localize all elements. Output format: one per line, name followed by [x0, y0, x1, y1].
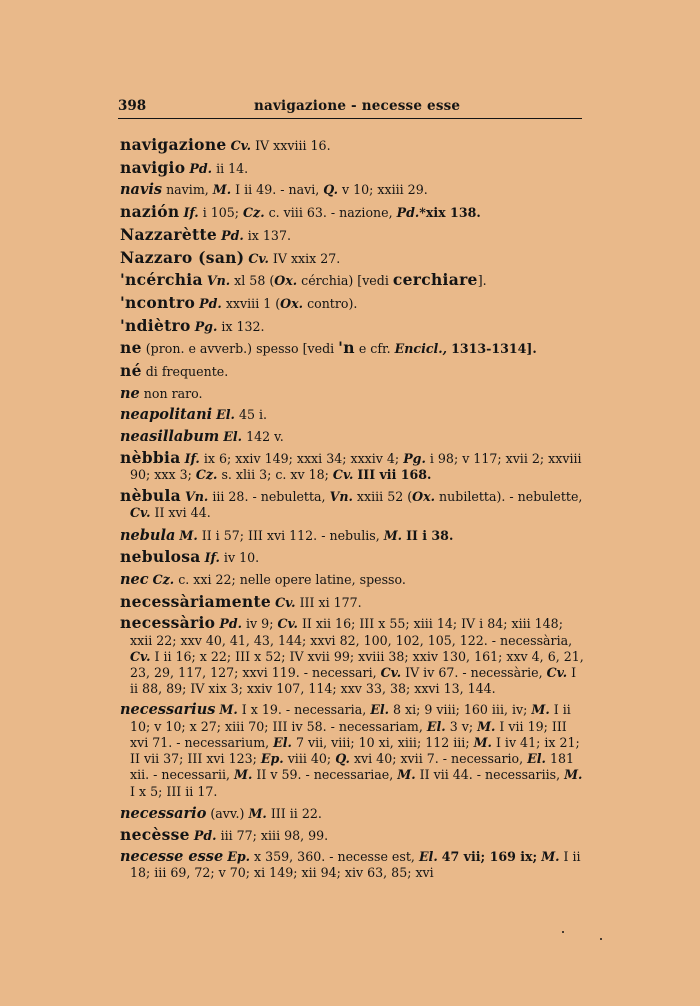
entry-neasillabum: [120, 426, 586, 448]
reference-text: ix 6; xxiv 149; xxxi 34; xxxiv 4;: [203, 450, 400, 466]
source-abbrev: Cv.: [546, 665, 568, 681]
headword: Nazzarètte: [120, 224, 218, 244]
source-abbrev: M.: [531, 702, 550, 718]
reference-text: ii 14.: [216, 160, 249, 176]
source-abbrev: Cz.: [152, 572, 175, 588]
reference-text: ix 132.: [221, 318, 265, 334]
source-abbrev: M.: [564, 767, 583, 783]
reference-text: (avv.): [210, 805, 245, 821]
entry-list: [120, 134, 586, 885]
source-abbrev: Vn.: [185, 489, 209, 505]
entry-necessario: [120, 613, 586, 700]
entry-neapolitani: [120, 404, 586, 426]
headword: navigio: [120, 157, 186, 177]
reference-text: 3 v;: [449, 718, 474, 734]
reference-text: s. xlii 3; c. xv 18;: [221, 467, 329, 483]
headword: né: [120, 361, 142, 381]
source-abbrev: Pd.: [189, 160, 213, 176]
reference-text: I ii 18; iii 69, 72; v 70; xi 149; xii 94; xiv 63, 85; xvi: [130, 849, 581, 881]
source-abbrev: M.: [234, 767, 253, 783]
reference-text: navim,: [166, 182, 209, 198]
reference-text: x 359, 360. - necesse est,: [254, 849, 415, 865]
source-abbrev: Cv.: [130, 505, 151, 521]
headword: navigazione: [120, 135, 227, 154]
reference-text: 7 vii, viii; 10 xi, xiii; 112 iii;: [295, 734, 470, 750]
reference-text: nubiletta). - nebulette,: [439, 489, 583, 505]
source-abbrev: El.: [418, 849, 438, 865]
source-abbrev: El.: [273, 734, 292, 750]
source-abbrev: If.: [204, 550, 220, 566]
headword: nec: [120, 571, 149, 589]
headword: necesse esse: [120, 848, 224, 866]
source-abbrev: M.: [477, 718, 496, 734]
source-abbrev: Q.: [335, 751, 350, 767]
reference-text: cérchia) [vedi: [301, 273, 389, 289]
page-number: 398: [118, 98, 147, 114]
entry-nazion: [120, 201, 586, 224]
reference-text: IV xxviii 16.: [255, 138, 331, 153]
source-abbrev: M.: [383, 527, 403, 543]
headword: 'ncontro: [120, 292, 196, 312]
source-abbrev: El.: [216, 407, 235, 423]
reference-text: c. xxi 22; nelle opere latine, spesso.: [178, 572, 406, 588]
entry-nebbia: [120, 448, 586, 486]
source-abbrev: Pd.: [221, 227, 244, 243]
entry-ne-latin: [120, 383, 586, 405]
source-abbrev: Cv.: [130, 648, 151, 664]
reference-text: I x 19. - necessaria,: [241, 702, 367, 718]
reference-text: xxiii 52 (: [356, 489, 413, 505]
reference-text: xvi 40; xvii 7. - necessario,: [353, 751, 524, 767]
reference-text: e cfr.: [358, 341, 391, 357]
reference-text: I ii 10; v 10; x 27; xiii 70; III iv 58. - necessariam,: [130, 702, 571, 734]
reference-text: c. viii 63. - nazione,: [268, 205, 393, 221]
entry-necesse-esse: [120, 847, 586, 884]
headword: necessarius: [120, 701, 216, 719]
source-abbrev: M.: [541, 849, 560, 865]
reference-text: i 98; v 117; xvii 2; xxviii 90; xxx 3;: [130, 450, 582, 483]
entry-nazzarette: [120, 224, 586, 247]
reference-text: ].: [477, 273, 487, 289]
source-abbrev: Pg.: [403, 450, 426, 466]
reference-text: non raro.: [143, 385, 203, 401]
page-header: [118, 96, 582, 119]
entry-ndietro: [120, 315, 586, 338]
source-abbrev: Ep.: [260, 751, 284, 767]
entry-necesse: [120, 824, 586, 847]
reference-text: iv 9;: [246, 616, 274, 632]
reference-text: II vii 44. - necessariis,: [419, 767, 561, 783]
entry-nec: [120, 569, 586, 591]
source-abbrev: El.: [527, 751, 546, 767]
reference-text: II xvi 44.: [154, 505, 211, 521]
source-abbrev: Cz.: [195, 467, 218, 483]
source-abbrev: Ox.: [412, 489, 436, 505]
source-abbrev: If.: [184, 450, 200, 466]
source-abbrev: Cv.: [230, 138, 252, 153]
source-abbrev: Cz.: [243, 205, 265, 221]
reference-text: iii 28. - nebuletta,: [212, 489, 326, 505]
reference-text: ix 137.: [247, 227, 291, 243]
reference-text: I vii 19; III xvi 71. - necessarium,: [130, 718, 567, 750]
headword: nazión: [120, 202, 180, 222]
reference-text: v 10; xxiii 29.: [342, 182, 428, 198]
reference-text: iii 77; xiii 98, 99.: [220, 828, 329, 844]
entry-necessario-avv: [120, 803, 586, 825]
headword: nebulosa: [120, 547, 201, 567]
source-abbrev: Cv.: [332, 467, 354, 483]
reference-text: di frequente.: [145, 364, 229, 380]
reference-text: II i 57; III xvi 112. - nebulis,: [201, 527, 380, 543]
reference-text: iv 10.: [223, 550, 260, 566]
entry-necessariamente: [120, 591, 586, 614]
source-abbrev: Vn.: [206, 273, 231, 289]
reference-text: *xix 138.: [419, 205, 481, 221]
reference-text: 181 xii. - necessarii,: [130, 751, 575, 783]
reference-text: I ii 16; x 22; III x 52; IV xvii 99; xviii 38; xxiv 130, 161; xxv 4, 6, 21, 23, 29, 117, 127; xxvi 119. - necessari,: [130, 648, 584, 681]
print-speck: [600, 938, 602, 940]
cross-ref-headword: cerchiare: [392, 270, 478, 290]
cross-ref-headword: 'n: [338, 338, 355, 358]
headword: navis: [120, 181, 163, 199]
reference-text: IV xxix 27.: [272, 250, 341, 266]
reference-text: I ii 49. - navi,: [235, 182, 320, 198]
source-abbrev: Ox.: [280, 295, 304, 311]
reference-text: I iv 41; ix 21; II vii 37; III xvi 123;: [130, 734, 580, 767]
entry-nebula-latin: [120, 525, 586, 547]
source-abbrev: If.: [183, 205, 199, 221]
headword: necessàriamente: [120, 591, 272, 611]
reference-text: II v 59. - necessariae,: [256, 767, 394, 783]
source-abbrev: M.: [212, 182, 232, 198]
headword: neasillabum: [120, 428, 220, 446]
reference-text: xxviii 1 (: [225, 295, 281, 311]
entry-ne-accent: [120, 360, 586, 383]
reference-text: IV iv 67. - necessàrie,: [405, 665, 543, 681]
reference-text: I ii 88, 89; IV xix 3; xxiv 107, 114; xxv 33, 38; xxvi 13, 144.: [130, 665, 577, 697]
entry-nebulosa: [120, 546, 586, 569]
entry-necessarius: [120, 700, 586, 802]
reference-text: 8 xi; 9 viii; 160 iii, iv;: [393, 702, 528, 718]
entry-ncerchia: [120, 269, 586, 292]
source-abbrev: Cv.: [275, 594, 296, 610]
headword: necessario: [120, 804, 207, 822]
reference-text: III xi 177.: [299, 594, 362, 610]
reference-text: 47 vii; 169 ix;: [441, 849, 538, 865]
reference-text: III ii 22.: [270, 805, 322, 821]
source-abbrev: Pg.: [194, 318, 218, 334]
entry-ne: [120, 337, 586, 360]
source-abbrev: El.: [223, 429, 243, 445]
headword: 'ndiètro: [120, 315, 191, 335]
reference-text: xl 58 (: [234, 273, 275, 289]
source-abbrev: M.: [219, 702, 238, 718]
reference-text: 1313-1314].: [451, 341, 537, 357]
entry-navigio: [120, 157, 586, 180]
source-abbrev: El.: [426, 718, 446, 734]
reference-text: II i 38.: [406, 527, 454, 543]
reference-text: contro).: [307, 295, 358, 311]
source-abbrev: Pd.: [199, 295, 222, 311]
source-abbrev: Vn.: [329, 489, 353, 505]
reference-text: 45 i.: [238, 407, 268, 423]
headword: 'ncérchia: [120, 270, 203, 290]
source-abbrev: Ox.: [274, 273, 298, 289]
reference-text: III vii 168.: [357, 467, 432, 483]
source-abbrev: Cv.: [248, 250, 269, 266]
headword: necessàrio: [120, 613, 216, 633]
source-abbrev: M.: [248, 805, 267, 821]
source-abbrev: M.: [397, 767, 416, 783]
entry-nebula: [120, 486, 586, 524]
source-abbrev: Cv.: [277, 616, 298, 632]
headword: necèsse: [120, 825, 190, 845]
headword: neapolitani: [120, 406, 213, 424]
reference-text: (pron. e avverb.) spesso [vedi: [145, 341, 335, 357]
headword: nèbbia: [120, 447, 181, 467]
source-abbrev: Pd.: [396, 205, 420, 221]
source-abbrev: Pd.: [219, 616, 243, 632]
headword: Nazzaro (san): [120, 247, 245, 267]
source-abbrev: M.: [473, 734, 492, 750]
entry-ncontro: [120, 292, 586, 315]
source-abbrev: Ep.: [227, 849, 251, 865]
headword: nebula: [120, 526, 176, 544]
source-abbrev: M.: [179, 527, 198, 543]
reference-text: viii 40;: [287, 751, 332, 767]
source-abbrev: Pd.: [193, 828, 217, 844]
reference-text: I x 5; III ii 17.: [130, 783, 218, 799]
headword: ne: [120, 338, 142, 358]
entry-navigazione: [120, 134, 586, 157]
entry-nazzaro: [120, 247, 586, 270]
source-abbrev: Encicl.,: [394, 341, 448, 357]
headword: ne: [120, 384, 140, 402]
reference-text: II xii 16; III x 55; xiii 14; IV i 84; xiii 148; xxii 22; xxv 40, 41, 43, 144; xxvi 82, 100, 102, 105, 122. - necessària,: [130, 616, 573, 648]
source-abbrev: Cv.: [380, 665, 402, 681]
running-title: navigazione - necesse esse: [254, 98, 461, 114]
reference-text: 142 v.: [246, 429, 284, 445]
entry-navis: [120, 179, 586, 201]
print-speck: [562, 931, 564, 933]
headword: nèbula: [120, 486, 181, 506]
source-abbrev: El.: [370, 702, 389, 718]
reference-text: i 105;: [202, 205, 240, 221]
source-abbrev: Q.: [323, 182, 338, 198]
